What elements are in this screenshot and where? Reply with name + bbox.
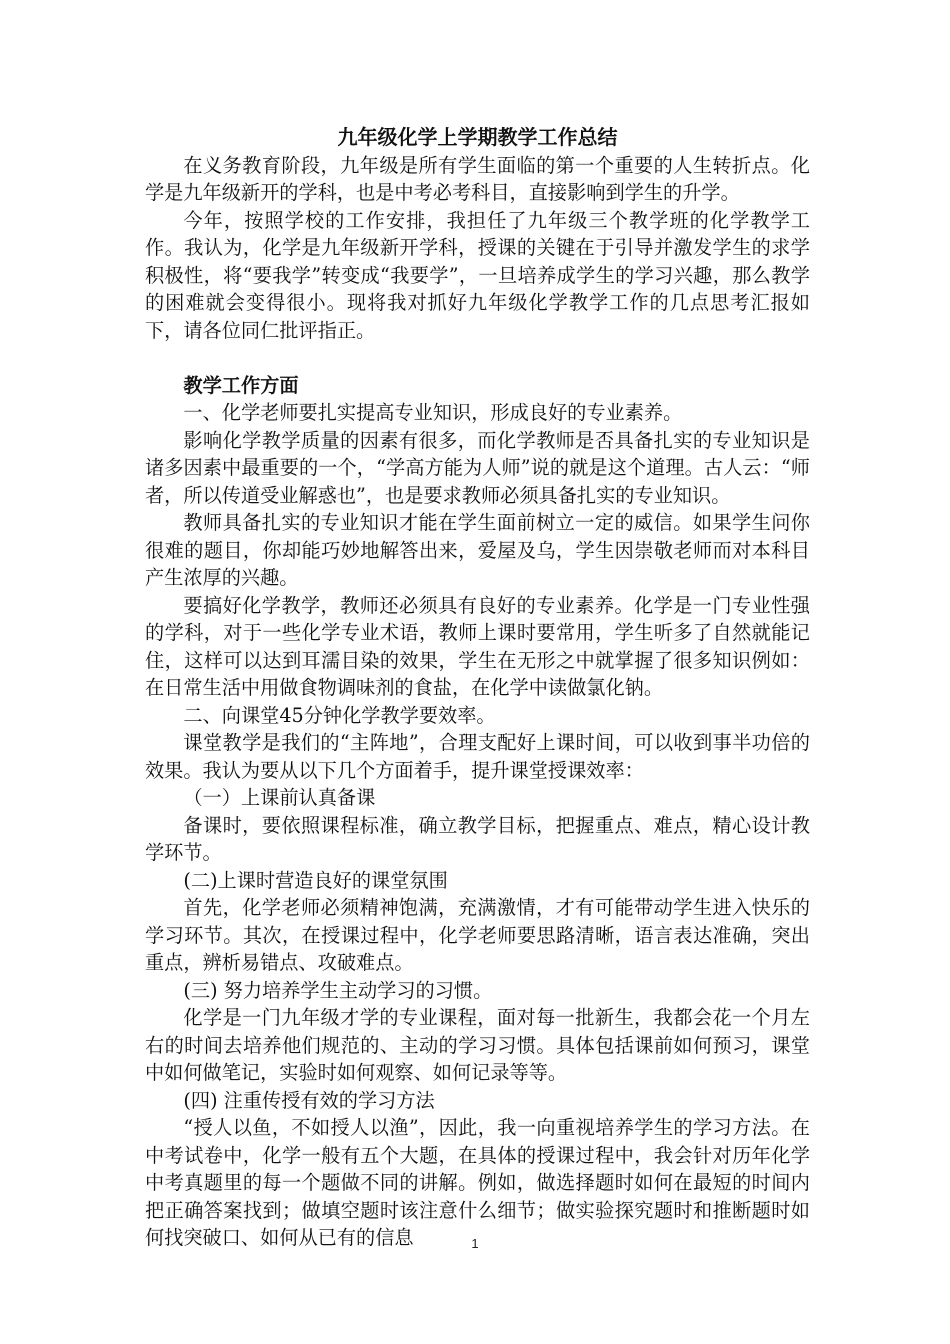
page-number: 1: [471, 1236, 479, 1251]
body-paragraph: 备课时，要依照课程标准，确立教学目标，把握重点、难点，精心设计教学环节。: [145, 813, 810, 864]
blank-line: [145, 344, 810, 372]
body-paragraph: 二、向课堂45分钟化学教学要效率。: [183, 703, 496, 727]
document-title: 九年级化学上学期教学工作总结: [337, 125, 618, 149]
intro-paragraph: 今年，按照学校的工作安排，我担任了九年级三个教学班的化学教学工作。我认为，化学是九年级新开学科，授课的关键在于引导并激发学生的求学积极性，将“要我学”转变成“我要学”，一旦培养成学生的学习兴趣，那么教学的困难就会变得很小。现将我对抓好九年级化学教学工作的几点思考汇报如下，请各位同仁批评指正。: [145, 208, 810, 342]
body-paragraph: 课堂教学是我们的“主阵地”，合理支配好上课时间，可以收到事半功倍的效果。我认为要从以下几个方面着手，提升课堂授课效率：: [145, 731, 810, 782]
sub-heading: (四) 注重传授有效的学习方法: [183, 1088, 435, 1112]
sub-heading: (二)上课时营造良好的课堂氛围: [183, 868, 448, 892]
section-heading: 教学工作方面: [183, 373, 299, 397]
intro-paragraph: 在义务教育阶段，九年级是所有学生面临的第一个重要的人生转折点。化学是九年级新开的学科，也是中考必考科目，直接影响到学生的升学。: [145, 153, 810, 204]
body-paragraph: 一、化学老师要扎实提高专业知识，形成良好的专业素养。: [183, 401, 683, 424]
sub-heading: (三) 努力培养学生主动学习的习惯。: [183, 978, 493, 1002]
body-paragraph: 影响化学教学质量的因素有很多，而化学教师是否具备扎实的专业知识是诸多因素中最重要的一个，“学高方能为人师”说的就是这个道理。古人云：“师者，所以传道受业解惑也”，也是要求教师必须具备扎实的专业知识。: [145, 428, 810, 507]
body-paragraph: 首先，化学老师必须精神饱满，充满激情，才有可能带动学生进入快乐的学习环节。其次，在授课过程中，化学老师要思路清晰，语言表达准确，突出重点，辨析易错点、攻破难点。: [145, 896, 810, 974]
document-body: [145, 124, 810, 1252]
body-paragraph: “授人以鱼，不如授人以渔”，因此，我一向重视培养学生的学习方法。在中考试卷中，化学一般有五个大题，在具体的授课过程中，我会针对历年化学中考真题里的每一个题做不同的讲解。例如，做选择题时如何在最短的时间内把正确答案找到；做填空题时该注意什么细节；做实验探究题时和推断题时如何找突破口、如何从已有的信息: [145, 1116, 810, 1249]
body-paragraph: 要搞好化学教学，教师还必须具有良好的专业素养。化学是一门专业性强的学科，对于一些化学专业术语，教师上课时要常用，学生听多了自然就能记住，这样可以达到耳濡目染的效果，学生在无形之中就掌握了很多知识例如：在日常生活中用做食物调味剂的食盐，在化学中读做氯化钠。: [145, 593, 810, 699]
body-paragraph: 教师具备扎实的专业知识才能在学生面前树立一定的威信。如果学生问你很难的题目，你却能巧妙地解答出来，爱屋及乌，学生因崇敬老师而对本科目产生浓厚的兴趣。: [145, 511, 810, 589]
sub-heading: （一）上课前认真备课: [183, 786, 376, 809]
body-paragraph: 化学是一门九年级才学的专业课程，面对每一批新生，我都会花一个月左右的时间去培养他们规范的、主动的学习习惯。具体包括课前如何预习，课堂中如何做笔记，实验时如何观察、如何记录等等。: [145, 1006, 810, 1084]
